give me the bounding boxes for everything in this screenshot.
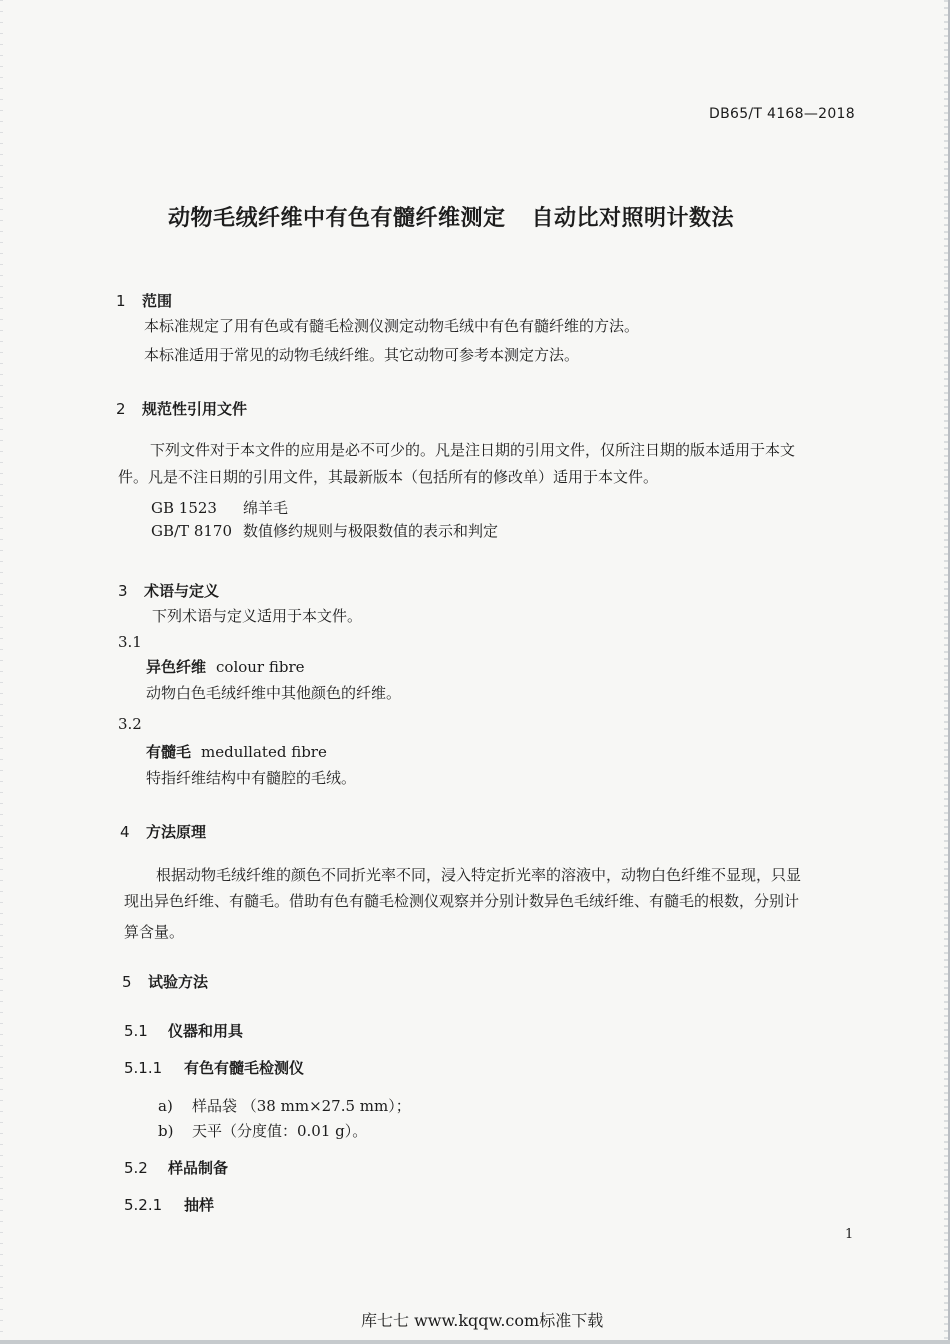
list-item: a) 样品袋 （38 mm×27.5 mm）； bbox=[158, 1097, 411, 1115]
section-5-1-1-heading: 5.1.1 有色有髓毛检测仪 bbox=[124, 1059, 305, 1077]
section-5-2-1-heading: 5.2.1 抽样 bbox=[124, 1196, 215, 1214]
footer-watermark: 库七七 www.kqqw.com标准下载 bbox=[361, 1311, 604, 1330]
section-1-paragraph-2: 本标准适用于常见的动物毛绒纤维。其它动物可参考本测定方法。 bbox=[144, 346, 580, 364]
scan-edge-left bbox=[0, 0, 3, 1344]
term-number: 3.2 bbox=[118, 715, 142, 733]
title-part-1: 动物毛绒纤维中有色有髓纤维测定 bbox=[168, 206, 506, 231]
title-part-2: 自动比对照明计数法 bbox=[531, 206, 735, 231]
reference-row: GB/T 8170 数值修约规则与极限数值的表示和判定 bbox=[151, 522, 499, 540]
section-5-1-heading: 5.1 仪器和用具 bbox=[124, 1022, 244, 1040]
term-heading: 异色纤维 colour fibre bbox=[146, 658, 305, 676]
section-4-line-2: 现出异色纤维、有髓毛。借助有色有髓毛检测仪观察并分别计数异色毛绒纤维、有髓毛的根数，分别计 bbox=[124, 892, 800, 910]
section-4-heading: 4 方法原理 bbox=[120, 823, 207, 841]
document-title bbox=[168, 201, 734, 232]
page-number: 1 bbox=[845, 1227, 854, 1242]
list-item: b) 天平（分度值：0.01 g）。 bbox=[158, 1122, 368, 1140]
section-5-2-heading: 5.2 样品制备 bbox=[124, 1159, 229, 1177]
section-3-heading: 3 术语与定义 bbox=[118, 582, 220, 600]
section-1-heading: 1 范围 bbox=[116, 292, 173, 310]
section-4-line-3: 算含量。 bbox=[124, 923, 185, 941]
section-2-paragraph-line-1: 下列文件对于本文件的应用是必不可少的。凡是注日期的引用文件，仅所注日期的版本适用于本文 bbox=[150, 441, 796, 459]
section-2-heading: 2 规范性引用文件 bbox=[116, 400, 248, 418]
section-4-line-1: 根据动物毛绒纤维的颜色不同折光率不同，浸入特定折光率的溶液中，动物白色纤维不显现，只显 bbox=[156, 866, 802, 884]
term-definition: 特指纤维结构中有髓腔的毛绒。 bbox=[146, 769, 357, 787]
section-5-heading: 5 试验方法 bbox=[122, 973, 209, 991]
scan-edge-bottom bbox=[0, 1340, 950, 1344]
term-heading: 有髓毛 medullated fibre bbox=[146, 743, 327, 761]
term-number: 3.1 bbox=[118, 633, 142, 651]
section-3-intro: 下列术语与定义适用于本文件。 bbox=[152, 607, 363, 625]
section-1-paragraph-1: 本标准规定了用有色或有髓毛检测仪测定动物毛绒中有色有髓纤维的方法。 bbox=[144, 317, 640, 335]
section-2-paragraph-line-2: 件。凡是不注日期的引用文件，其最新版本（包括所有的修改单）适用于本文件。 bbox=[118, 468, 659, 486]
reference-row: GB 1523 绵羊毛 bbox=[151, 499, 289, 517]
term-definition: 动物白色毛绒纤维中其他颜色的纤维。 bbox=[146, 684, 402, 702]
document-code: DB65/T 4168—2018 bbox=[709, 106, 855, 122]
